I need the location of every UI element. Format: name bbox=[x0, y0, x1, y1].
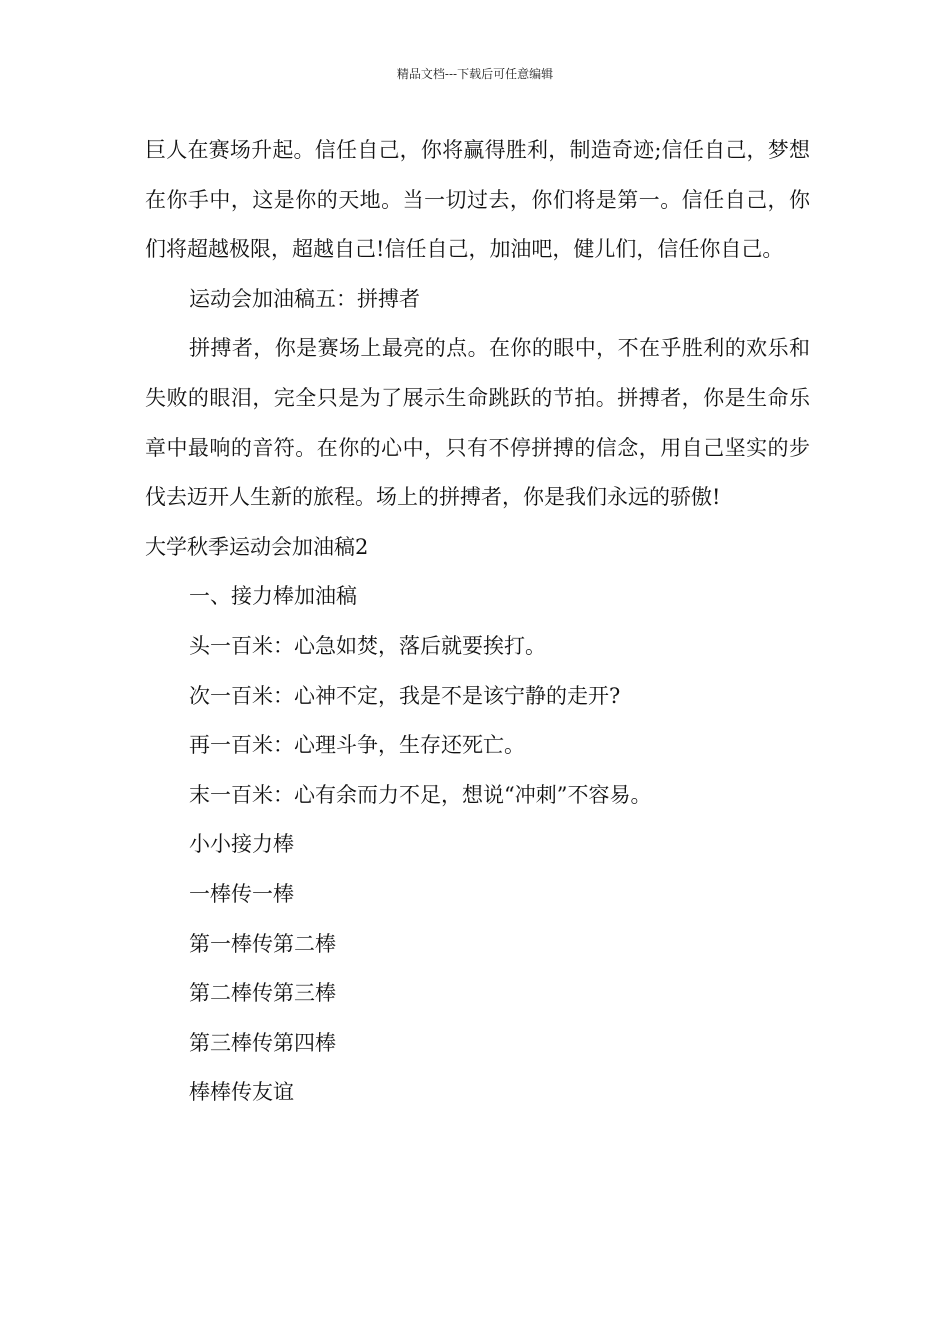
section-heading: 一、接力棒加油稿 bbox=[189, 584, 357, 609]
paragraph: 再一百米：心理斗争，生存还死亡。 bbox=[189, 733, 525, 758]
paragraph: 一棒传一棒 bbox=[189, 881, 294, 906]
paragraph: 棒棒传友谊 bbox=[189, 1080, 294, 1105]
paragraph: 末一百米：心有余而力不足，想说“冲刺”不容易。 bbox=[189, 782, 652, 807]
paragraph: 第二棒传第三棒 bbox=[189, 981, 336, 1006]
paragraph: 第三棒传第四棒 bbox=[189, 1030, 336, 1055]
paragraph: 拼搏者，你是赛场上最亮的点。在你的眼中，不在乎胜利的欢乐和失败的眼泪，完全只是为了展示生命跳跃的节拍。拼搏者，你是生命乐章中最响的音符。在你的心中，只有不停拼搏的信念，用自己坚实的步伐去迈开人生新的旅程。场上的拼搏者，你是我们永远的骄傲! bbox=[145, 336, 810, 510]
document-body bbox=[145, 126, 810, 1118]
page-header: 精品文档---下载后可任意编辑 bbox=[396, 67, 554, 81]
document-title: 大学秋季运动会加油稿2 bbox=[145, 534, 369, 559]
paragraph: 次一百米：心神不定，我是不是该宁静的走开? bbox=[189, 683, 621, 708]
paragraph: 巨人在赛场升起。信任自己，你将赢得胜利，制造奇迹;信任自己，梦想在你手中，这是你的天地。当一切过去，你们将是第一。信任自己，你们将超越极限，超越自己!信任自己，加油吧，健儿们，信任你自己。 bbox=[145, 138, 810, 262]
paragraph: 小小接力棒 bbox=[189, 832, 294, 857]
paragraph: 头一百米：心急如焚，落后就要挨打。 bbox=[189, 633, 546, 658]
section-heading: 运动会加油稿五：拼搏者 bbox=[189, 286, 420, 311]
paragraph: 第一棒传第二棒 bbox=[189, 931, 336, 956]
